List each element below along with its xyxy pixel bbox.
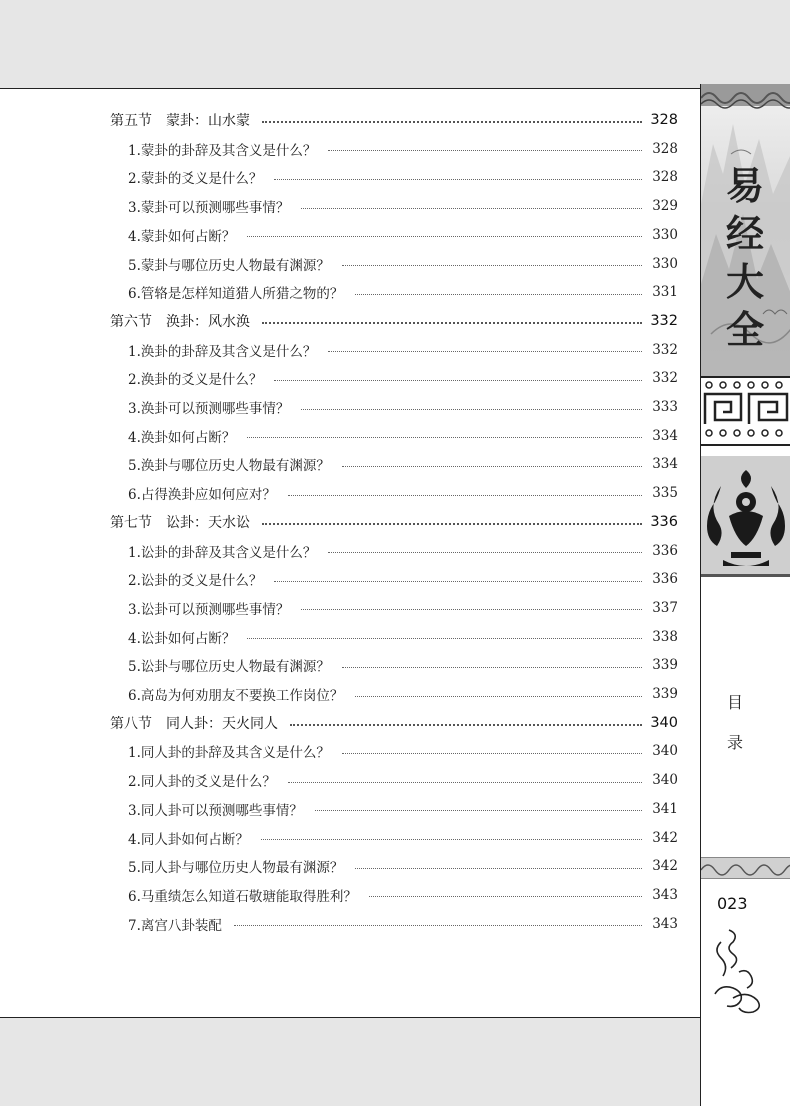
entry-page-number: 340 (652, 772, 678, 789)
toc-item-row (0, 566, 700, 592)
entry-page-number: 334 (652, 427, 678, 444)
entry-title: 5.蒙卦与哪位历史人物最有渊源？ (128, 257, 330, 274)
dot-leader (355, 868, 642, 869)
entry-title: 3.同人卦可以预测哪些事情？ (128, 802, 303, 819)
dot-leader (262, 121, 642, 123)
dot-leader (262, 322, 642, 324)
toc-item-row (0, 882, 700, 908)
entry-title: 2.涣卦的爻义是什么？ (128, 372, 263, 389)
dot-leader (262, 523, 642, 525)
toc-item-row (0, 394, 700, 420)
toc-item-row (0, 193, 700, 219)
entry-page-number: 333 (652, 399, 678, 415)
bottom-margin (0, 1020, 700, 1106)
entry-page-number: 341 (652, 800, 678, 817)
entry-page-number: 328 (650, 112, 678, 128)
dot-leader (288, 782, 642, 783)
toc-item-row (0, 164, 700, 190)
toc-item-row (0, 279, 700, 305)
toc-item-row (0, 738, 700, 764)
section-title: 第七节 讼卦：天水讼 (110, 514, 250, 531)
dot-leader (247, 638, 642, 639)
entry-title: 6.管辂是怎样知道猎人所猎之物的？ (128, 286, 344, 303)
ornament-icon (701, 456, 790, 574)
dot-leader (247, 437, 642, 438)
toc-item-row (0, 365, 700, 391)
entry-page-number: 343 (652, 886, 678, 903)
entry-page-number: 342 (652, 829, 678, 846)
dot-leader (342, 466, 642, 467)
wave-pattern-icon (701, 858, 790, 876)
entry-page-number: 330 (652, 226, 678, 243)
entry-page-number: 339 (652, 657, 678, 674)
meander-border (701, 376, 790, 446)
toc-section-row (0, 308, 700, 334)
entry-title: 1.涣卦的卦辞及其含义是什么？ (128, 343, 317, 360)
page-number: 023 (717, 894, 748, 913)
toc-item-row (0, 538, 700, 564)
entry-page-number: 336 (650, 513, 678, 530)
entry-title: 3.涣卦可以预测哪些事情？ (128, 401, 290, 417)
toc-item-row (0, 652, 700, 678)
toc-item-row (0, 337, 700, 363)
toc-item-row (0, 222, 700, 248)
entry-page-number: 330 (652, 255, 678, 272)
toc-section-row (0, 107, 700, 133)
dot-leader (234, 925, 642, 926)
book-title-char: 大 (725, 259, 764, 304)
cloud-scroll-icon (709, 924, 765, 1014)
toc-item-row (0, 423, 700, 449)
section-label-char: 录 (726, 733, 743, 752)
entry-page-number: 340 (650, 714, 678, 731)
dot-leader (301, 409, 642, 410)
entry-page-number: 340 (652, 743, 678, 760)
wave-border (701, 857, 790, 879)
toc-section-row (0, 509, 700, 535)
landscape-banner (701, 84, 790, 376)
entry-title: 4.涣卦如何占断？ (128, 429, 236, 446)
dot-leader (274, 380, 642, 381)
dot-leader (301, 609, 642, 610)
dot-leader (290, 724, 642, 726)
entry-page-number: 328 (652, 140, 678, 157)
toc-item-row (0, 595, 700, 621)
dot-leader (328, 351, 642, 352)
dot-leader (301, 208, 642, 209)
toc-section-row (0, 710, 700, 736)
entry-page-number: 336 (652, 571, 678, 588)
entry-page-number: 336 (652, 542, 678, 559)
toc-item-row (0, 767, 700, 793)
dot-leader (328, 150, 642, 151)
entry-title: 2.同人卦的爻义是什么？ (128, 774, 276, 791)
entry-title: 5.涣卦与哪位历史人物最有渊源？ (128, 458, 330, 475)
entry-title: 5.同人卦与哪位历史人物最有渊源？ (128, 860, 344, 877)
entry-title: 6.马重绩怎么知道石敬瑭能取得胜利？ (128, 888, 357, 905)
entry-page-number: 339 (652, 686, 678, 702)
dot-leader (288, 495, 642, 496)
entry-title: 4.同人卦如何占断？ (128, 831, 249, 848)
entry-page-number: 328 (652, 169, 678, 186)
toc-item-row (0, 624, 700, 650)
entry-page-number: 332 (650, 312, 678, 329)
entry-page-number: 332 (652, 341, 678, 358)
section-title: 第八节 同人卦：天火同人 (110, 715, 278, 732)
toc-page (0, 88, 700, 1018)
toc-item-row (0, 796, 700, 822)
entry-page-number: 335 (652, 485, 678, 502)
toc-item-row (0, 480, 700, 506)
toc-item-row (0, 825, 700, 851)
entry-title: 2.讼卦的爻义是什么？ (128, 573, 263, 590)
entry-title: 2.蒙卦的爻义是什么？ (128, 171, 263, 188)
section-title: 第五节 蒙卦：山水蒙 (110, 113, 250, 129)
dot-leader (355, 294, 642, 295)
entry-title: 4.讼卦如何占断？ (128, 630, 236, 647)
dot-leader (342, 667, 642, 668)
section-title: 第六节 涣卦：风水涣 (110, 313, 250, 330)
toc-item-row (0, 911, 700, 937)
dot-leader (315, 810, 642, 811)
book-title-char: 全 (725, 307, 764, 352)
entry-title: 6.高岛为何劝朋友不要换工作岗位？ (128, 688, 344, 704)
book-sidebar (700, 84, 790, 1106)
entry-title: 1.讼卦的卦辞及其含义是什么？ (128, 544, 317, 561)
entry-page-number: 343 (652, 915, 678, 932)
book-title-char: 经 (725, 211, 764, 256)
dot-leader (342, 753, 642, 754)
dot-leader (369, 896, 642, 897)
dot-leader (274, 179, 642, 180)
book-title-char: 易 (725, 163, 764, 208)
toc-item-row (0, 136, 700, 162)
entry-page-number: 342 (652, 858, 678, 875)
entry-title: 3.讼卦可以预测哪些事情？ (128, 601, 290, 618)
entry-title: 4.蒙卦如何占断？ (128, 228, 236, 245)
toc-item-row (0, 451, 700, 477)
decorative-ornament (701, 456, 790, 577)
entry-page-number: 338 (652, 628, 678, 645)
dot-leader (274, 581, 642, 582)
top-margin (0, 0, 700, 84)
dot-leader (342, 265, 642, 266)
entry-page-number: 332 (652, 370, 678, 387)
entry-title: 3.蒙卦可以预测哪些事情？ (128, 200, 290, 217)
entry-title: 1.蒙卦的卦辞及其含义是什么？ (128, 142, 317, 159)
dot-leader (355, 696, 642, 697)
entry-page-number: 337 (652, 599, 678, 616)
entry-page-number: 329 (652, 198, 678, 215)
entry-title: 6.占得涣卦应如何应对？ (128, 487, 276, 504)
entry-title: 1.同人卦的卦辞及其含义是什么？ (128, 745, 330, 762)
section-label-char: 目 (726, 693, 743, 712)
dot-leader (247, 236, 642, 237)
toc-item-row (0, 853, 700, 879)
toc-item-row (0, 681, 700, 707)
entry-title: 5.讼卦与哪位历史人物最有渊源？ (128, 659, 330, 676)
entry-title: 7.离宫八卦装配 (128, 917, 222, 934)
dot-leader (261, 839, 642, 840)
meander-pattern-icon (701, 378, 790, 440)
entry-page-number: 331 (652, 284, 678, 301)
entry-page-number: 334 (652, 456, 678, 473)
toc-item-row (0, 251, 700, 277)
dot-leader (328, 552, 642, 553)
